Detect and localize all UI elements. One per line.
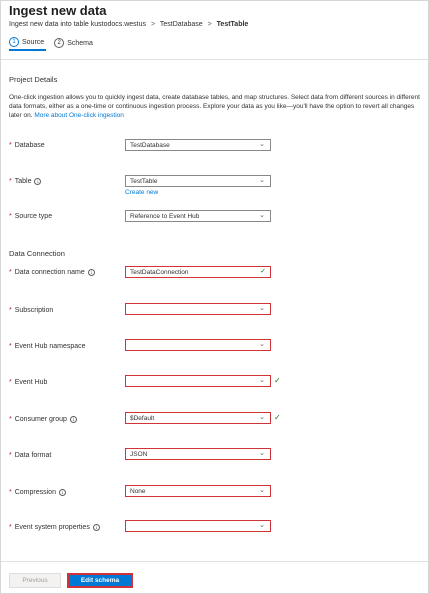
chevron-down-icon: ⌄ xyxy=(259,414,265,421)
event-hub-dropdown[interactable] xyxy=(125,375,271,387)
breadcrumb-cluster[interactable]: kustodocs.westus xyxy=(90,21,146,28)
data-format-label: * Data format xyxy=(9,452,52,459)
system-properties-label: * Event system properties i xyxy=(9,524,100,531)
chevron-down-icon: ⌄ xyxy=(259,141,265,148)
namespace-dropdown[interactable] xyxy=(125,339,271,351)
source-type-label: * Source type xyxy=(9,213,53,220)
checkmark-icon: ✓ xyxy=(274,376,281,385)
breadcrumb-database[interactable]: TestDatabase xyxy=(159,21,203,28)
info-icon[interactable]: i xyxy=(59,489,66,496)
step-number-icon: 1 xyxy=(9,37,19,47)
previous-button[interactable]: Previous xyxy=(9,573,61,588)
tab-schema[interactable] xyxy=(54,35,95,51)
project-description: One-click ingestion allows you to quickly ingest data, create database tables, and map structures. Select data from different sources in different data formats, either as a one-time or continuous ingestion process. Explore your data as you like—you'll have the option to revert all changes later on. More about One-click ingestion xyxy=(9,94,420,119)
step-number-icon: 2 xyxy=(54,38,64,48)
tab-source[interactable] xyxy=(9,35,46,51)
chevron-down-icon: ⌄ xyxy=(259,377,265,384)
info-icon[interactable]: i xyxy=(34,178,41,185)
edit-schema-button[interactable]: Edit schema xyxy=(67,573,133,588)
wizard-tabs xyxy=(9,35,103,53)
checkmark-icon: ✓ xyxy=(274,413,281,422)
breadcrumb xyxy=(9,21,248,28)
system-properties-dropdown[interactable] xyxy=(125,520,271,532)
project-details-heading: Project Details xyxy=(9,75,58,84)
header-divider xyxy=(1,59,428,60)
table-dropdown[interactable]: TestTable ⌄ xyxy=(125,175,271,187)
namespace-label: * Event Hub namespace xyxy=(9,343,86,350)
info-icon[interactable]: i xyxy=(93,524,100,531)
chevron-down-icon: ⌄ xyxy=(259,305,265,312)
compression-label: * Compression i xyxy=(9,489,66,496)
breadcrumb-separator: > xyxy=(150,21,156,28)
subscription-label: * Subscription xyxy=(9,307,54,314)
chevron-down-icon: ⌄ xyxy=(259,341,265,348)
source-type-dropdown[interactable]: Reference to Event Hub ⌄ xyxy=(125,210,271,222)
tab-label: Source xyxy=(22,38,45,46)
consumer-group-dropdown[interactable]: $Default ⌄ xyxy=(125,412,271,424)
breadcrumb-separator: > xyxy=(207,21,212,28)
page-title: Ingest new data xyxy=(9,3,107,18)
subscription-dropdown[interactable] xyxy=(125,303,271,315)
tab-label: Schema xyxy=(67,39,93,47)
info-icon[interactable]: i xyxy=(88,269,95,276)
database-dropdown[interactable]: TestDatabase ⌄ xyxy=(125,139,271,151)
one-click-ingestion-link[interactable]: More about One-click ingestion xyxy=(34,112,124,119)
info-icon[interactable]: i xyxy=(70,416,77,423)
data-format-dropdown[interactable]: JSON ⌄ xyxy=(125,448,271,460)
panel-header xyxy=(1,1,428,61)
connection-name-input[interactable]: TestDataConnection ✓ xyxy=(125,266,271,278)
chevron-down-icon: ⌄ xyxy=(259,212,265,219)
chevron-down-icon: ⌄ xyxy=(259,450,265,457)
breadcrumb-table: TestTable xyxy=(216,21,249,28)
chevron-down-icon: ⌄ xyxy=(259,177,265,184)
create-new-table-link[interactable]: Create new xyxy=(125,189,159,196)
connection-name-label: * Data connection name i xyxy=(9,269,95,276)
event-hub-label: * Event Hub xyxy=(9,379,48,386)
chevron-down-icon: ⌄ xyxy=(259,487,265,494)
checkmark-icon: ✓ xyxy=(260,268,266,275)
chevron-down-icon: ⌄ xyxy=(259,522,265,529)
database-label: * Database xyxy=(9,142,45,149)
breadcrumb-prefix: Ingest new data into table xyxy=(9,21,89,28)
data-connection-heading: Data Connection xyxy=(9,249,65,258)
compression-dropdown[interactable]: None ⌄ xyxy=(125,485,271,497)
table-label: * Table i xyxy=(9,178,41,185)
footer-divider xyxy=(1,561,428,562)
consumer-group-label: * Consumer group i xyxy=(9,416,77,423)
